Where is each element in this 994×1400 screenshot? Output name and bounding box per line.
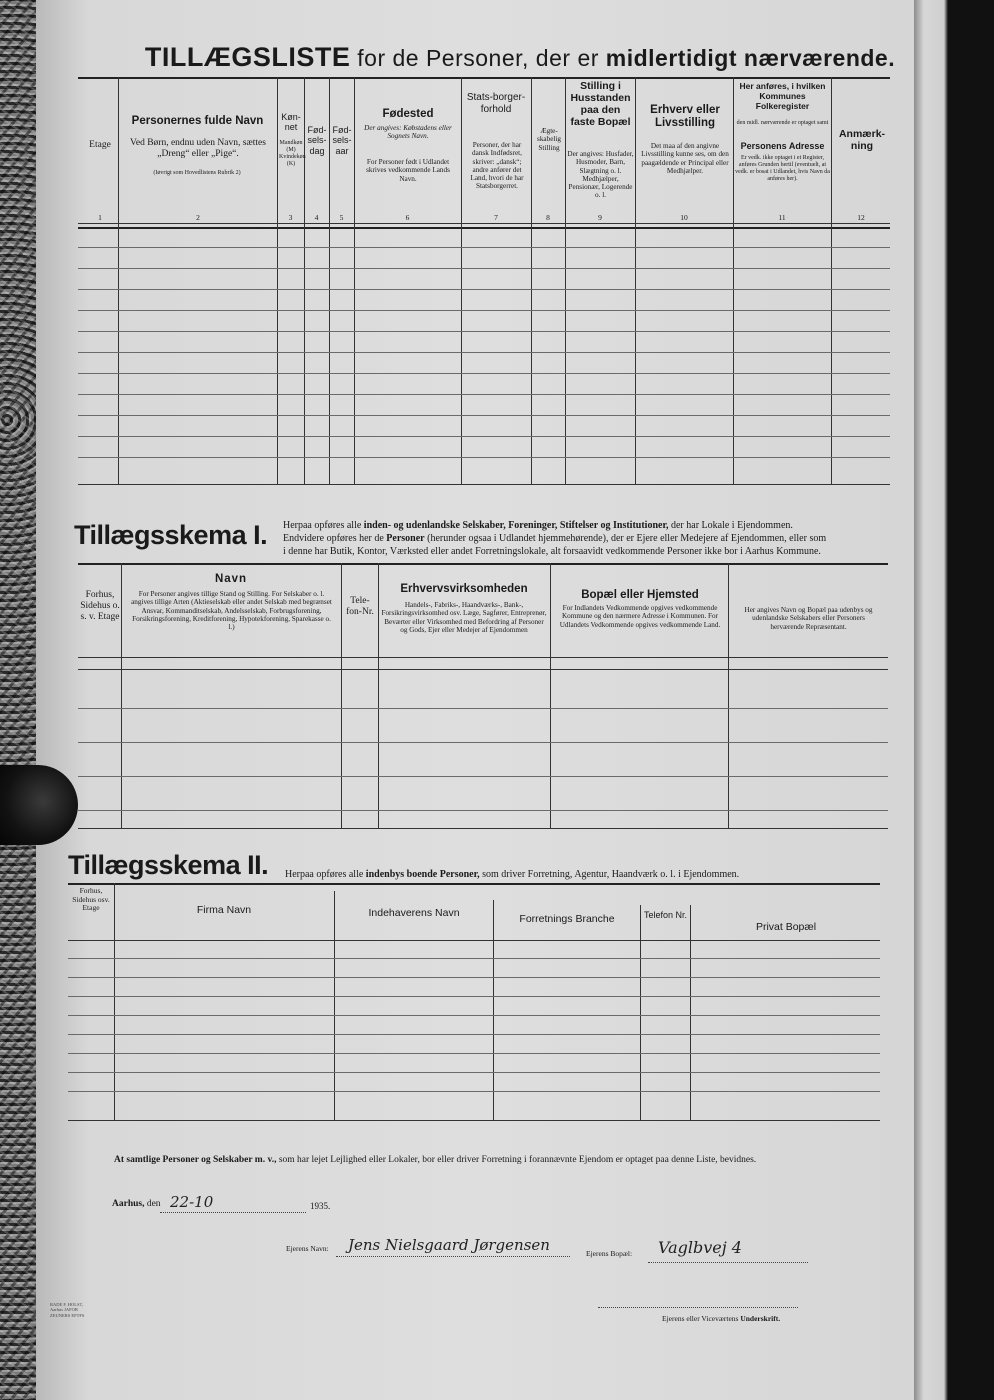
title-part2: for de Personer, der er xyxy=(357,45,599,71)
s2-header-bopael: Privat Bopæl xyxy=(755,921,817,933)
certification-text xyxy=(114,1155,756,1165)
col-number: 4 xyxy=(314,213,319,222)
header-fodested-title: Fødested xyxy=(382,108,434,120)
col-number: 8 xyxy=(546,213,550,222)
book-binding xyxy=(0,0,40,1400)
schema1-intro-2c: (herunder ogsaa i Udlandet hjemmehørende), der er Ejere eller Medejere af Ejendommen, eller som xyxy=(427,533,827,544)
header-fodselsdag: Fød-sels-dag xyxy=(307,125,327,156)
s2-header-firma: Firma Navn xyxy=(196,904,252,916)
header-stats-title: Stats-borger-forhold xyxy=(466,92,526,115)
header-navn-note: (Iøvrigt som Hovedlistens Rubrik 2) xyxy=(153,170,241,176)
s2-header-forhus: Forhus, Sidehus osv. Etage xyxy=(72,886,110,913)
col-number: 5 xyxy=(339,213,344,222)
schema1-intro-1c: der har Lokale i Ejendommen. xyxy=(670,520,793,531)
schema2-intro-c: som driver Forretning, Agentur, Haandværk o. l. i Ejendommen. xyxy=(482,869,740,880)
signature-label xyxy=(662,1314,780,1323)
title-part3: midlertidigt nærværende. xyxy=(605,45,896,71)
header-anmaerkning: Anmærk-ning xyxy=(838,128,886,153)
owner-name-value: Jens Nielsgaard Jørgensen xyxy=(348,1236,550,1254)
header-aegte: Ægte-skabelig Stilling xyxy=(537,127,561,152)
s2-header-branche: Forretnings Branche xyxy=(519,913,615,925)
place-date xyxy=(112,1199,161,1209)
date-handwritten: 22-10 xyxy=(170,1193,214,1211)
certification-a: At samtlige Personer og Selskaber m. v., xyxy=(114,1155,277,1165)
s1-header-erhverv: Erhvervsvirksomheden xyxy=(400,583,528,595)
schema2-intro-b: indenbys boende Personer, xyxy=(365,869,480,880)
schema-1-intro xyxy=(283,519,893,558)
header-fodested-sub: Der angives: Købstadens eller Sognets Navn. xyxy=(364,124,452,141)
year: 1935. xyxy=(310,1201,331,1211)
header-konnet: Køn-net xyxy=(281,112,301,133)
header-navn-title: Personernes fulde Navn xyxy=(131,115,264,127)
s2-header-telefon: Telefon Nr. xyxy=(643,910,688,920)
header-kommune-title2: Personens Adresse xyxy=(740,141,825,151)
col-number: 7 xyxy=(494,213,498,222)
s1-header-bopael: Bopæl eller Hjemsted xyxy=(581,589,699,601)
s1-header-bopael-sub: For Indlandets Vedkommende opgives vedkommende Kommune og den nærmere Adresse i Kommunen. For Udlandets Vedkommende opgives vedkommende Land. xyxy=(559,604,721,629)
title-part1: TILLÆGSLISTE xyxy=(144,42,351,72)
schema-1-title: Tillægsskema I. xyxy=(74,520,268,550)
header-kommune-sub: den midl. nærværende er optaget samt xyxy=(736,120,829,126)
s1-header-telefon: Tele-fon-Nr. xyxy=(346,596,374,617)
s1-header-erhverv-sub: Handels-, Fabriks-, Haandværks-, Bank-, Forsikringsvirksomhed osv. Læge, Sagfører, Entreprenør, Beværter eller Virksomhed med Befordring af Personer og Gods, Ejer eller Medejer af Ejendommen xyxy=(381,601,547,634)
col-number: 2 xyxy=(196,213,200,222)
signature-label-a: Ejerens eller Viceværtens xyxy=(662,1314,739,1323)
schema-2-title: Tillægsskema II. xyxy=(68,850,269,880)
header-fodselsaar: Fød-sels-aar xyxy=(332,125,352,156)
schema1-intro-3: i denne har Butik, Kontor, Værksted eller andet Forretningslokale, alt forsaavidt vedkommende Personer ikke bor i Aarhus Kommune. xyxy=(283,546,821,557)
s1-header-navn: Navn xyxy=(214,573,248,585)
den-label: den xyxy=(146,1199,161,1209)
certification-b: som har lejet Lejlighed eller Lokaler, bor eller driver Forretning i forannævnte Ejendom er optaget paa denne Liste, bevidnes. xyxy=(278,1155,757,1165)
header-stilling-title: Stilling i Husstanden paa den faste Bopæl xyxy=(570,80,631,129)
thumb xyxy=(0,765,78,845)
col-number: 11 xyxy=(778,213,786,222)
printer-mark: RADE F. HOLST, Aarhus JAFOB ZEUNERS EFTFS xyxy=(50,1302,85,1318)
form-title xyxy=(130,42,910,73)
header-kommune-note: Er vedk. ikke optaget i et Register, anføres Grunden hertil (eventuelt, at vedk. er bosat i Udlandet, hvis Navn da anføres her). xyxy=(735,155,830,182)
s1-header-navn-sub: For Personer angives tillige Stand og Stilling. For Selskaber o. l. angives tillige Arten (Aktieselskab eller andet Selskab med begrænset Ansvar, Kommanditselskab, Andelsselskab, Forbrugsforening, Forsikringsforening, Kreditforening, Hypotekforening, Sparekasse o. l.) xyxy=(131,590,332,632)
schema1-intro-1a: Herpaa opføres alle xyxy=(283,520,362,531)
place: Aarhus, xyxy=(112,1199,145,1209)
schema2-intro-a: Herpaa opføres alle xyxy=(285,869,364,880)
s1-header-forhus: Forhus, Sidehus o. s. v. Etage xyxy=(80,590,120,622)
form-page xyxy=(36,0,914,1400)
signature-label-b: Underskrift. xyxy=(740,1314,781,1323)
col-number: 10 xyxy=(680,213,688,222)
owner-name-label: Ejerens Navn: xyxy=(286,1244,329,1253)
owner-address-value: Vaglbvej 4 xyxy=(658,1238,742,1257)
header-erhverv-sub: Det maa af den angivne Livsstilling kunne ses, om den paagældende er Principal eller Medhjælper. xyxy=(641,142,729,175)
schema-2-intro xyxy=(285,868,739,881)
col-number: 1 xyxy=(98,213,102,222)
schema1-intro-1b: inden- og udenlandske Selskaber, Foreninger, Stiftelser og Institutioner, xyxy=(363,520,669,531)
s2-header-indehaver: Indehaverens Navn xyxy=(368,907,460,919)
col-number: 9 xyxy=(598,213,602,222)
header-konnet-sub: Mandkøn (M) Kvindekøn (K) xyxy=(279,140,306,167)
owner-address-label: Ejerens Bopæl: xyxy=(586,1249,633,1258)
col-number: 12 xyxy=(857,213,865,222)
schema1-intro-2a: Endvidere opføres her de xyxy=(283,533,384,544)
col-number: 3 xyxy=(288,213,293,222)
header-stats-sub: Personer, der har dansk Indfødsret, skriver: „dansk“; andre anfører det Land, hvori de har Statsborgerret. xyxy=(470,141,524,191)
header-etage: Etage xyxy=(89,140,111,150)
header-navn-sub: Ved Børn, endnu uden Navn, sættes „Dreng“ eller „Pige“. xyxy=(130,138,266,159)
next-page-edge xyxy=(914,0,994,1400)
header-kommune-title: Her anføres, i hvilken Kommunes Folkeregister xyxy=(739,81,826,111)
schema1-intro-2b: Personer xyxy=(386,533,425,544)
header-stilling-sub: Der angives: Husfader, Husmoder, Barn, Slægtning o. l. Medhjælper, Pensionær, Logerende o. l. xyxy=(567,150,634,200)
s1-header-repr: Her angives Navn og Bopæl paa udenbys og udenlandske Selskabers eller Personers herværende Repræsentant. xyxy=(744,606,873,631)
header-fodested-note: For Personer født i Udlandet skrives vedkommende Lands Navn. xyxy=(366,158,450,183)
col-number: 6 xyxy=(405,213,410,222)
header-erhverv-title: Erhverv eller Livsstilling xyxy=(650,104,720,130)
